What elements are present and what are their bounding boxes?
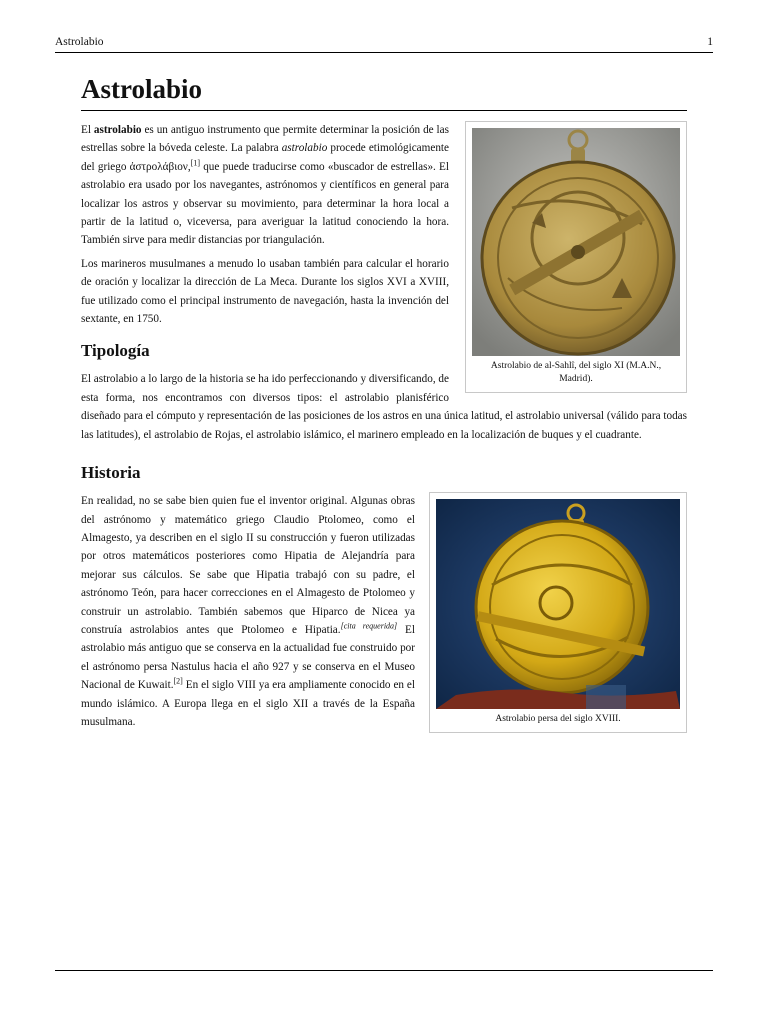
reference-link-1[interactable]: [1] [190,158,200,168]
figure-2-caption: Astrolabio persa del siglo XVIII. [495,714,621,725]
running-header [55,36,713,53]
intro-paragraph-2: Los marineros musulmanes a menudo lo usaban también para calcular el horario de oración y localizar la dirección de La Meca. Durante los siglos XVI a XVIII, fue utilizado como el principal instrumento de navegación, hasta la invención del sextante, en 1750. [81,257,449,326]
section-heading-historia: Historia [81,463,141,483]
historia-paragraph: En realidad, no se sabe bien quien fue el inventor original. Algunas obras del astrónomo y matemático griego Claudio Ptolomeo, como el Almagesto, ya describen en el siglo II su construcción y fueron utilizadas por otros matemáticos posteriores como Hipatia de Alejandría para mejorar sus cálculos. Se sabe que Hipatia trabajó con su padre, el astrónomo Teón, para hacer correcciones en el Almagesto de Ptolomeo y construir un astrolabio. También sabemos que Hiparco de Nicea ya construía astrolabios antes que Ptolomeo e Hipatia.[cita requerida] El astrolabio más antiguo que se conserva en la actualidad fue construido por el astrónomo persa Nastulus hacia el año 927 y se conserva en el Museo Nacional de Kuwait.[2] En el siglo VIII ya era ampliamente conocido en el mundo islámico. A Europa llega en el siglo XII a través de la España musulmana. [81,495,415,728]
figure-persian-astrolabe [429,492,687,733]
running-title: Astrolabio [55,36,104,48]
reference-link-2[interactable]: [2] [173,676,183,686]
tipologia-paragraph: El astrolabio a lo largo de la historia se ha ido perfeccionando y diversificando, de esta forma, nos encontramos con diversos tipos: el astrolabio planisférico diseñado para el cómputo y representación de las posiciones de los astros en una única latitud, el astrolabio universal (válido para todas las latitudes), el astrolabio de Rojas, el astrolabio islámico, el marinero empleado en la localización de buques y el cuadrante. [81,373,687,441]
page-number: 1 [707,36,713,48]
article-content [81,70,687,741]
astrolabe-image-1[interactable] [472,128,680,356]
citation-needed-link[interactable]: [cita requerida] [340,621,398,631]
figure-1-caption: Astrolabio de al-Sahlî, del siglo XI (M.A.N., Madrid). [490,361,662,384]
figure-al-sahli [465,121,687,393]
page-title: Astrolabio [81,70,687,111]
intro-paragraph-1: El astrolabio es un antiguo instrumento que permite determinar la posición de las estrellas sobre la bóveda celeste. La palabra astrolabio procede etimológicamente del griego ἀστρολάβιον,[1] que puede traducirse como «buscador de estrellas». El astrolabio era usado por los navegantes, astrónomos y científicos en general para localizar los astros y observar su movimiento, para determinar la hora local a partir de la latitud o, viceversa, para averiguar la latitud conociendo la hora. También sirve para medir distancias por triangulación. [81,124,450,247]
section-heading-tipologia: Tipología [81,341,150,361]
footer-rule [55,970,713,971]
astrolabe-image-2[interactable] [436,499,680,709]
